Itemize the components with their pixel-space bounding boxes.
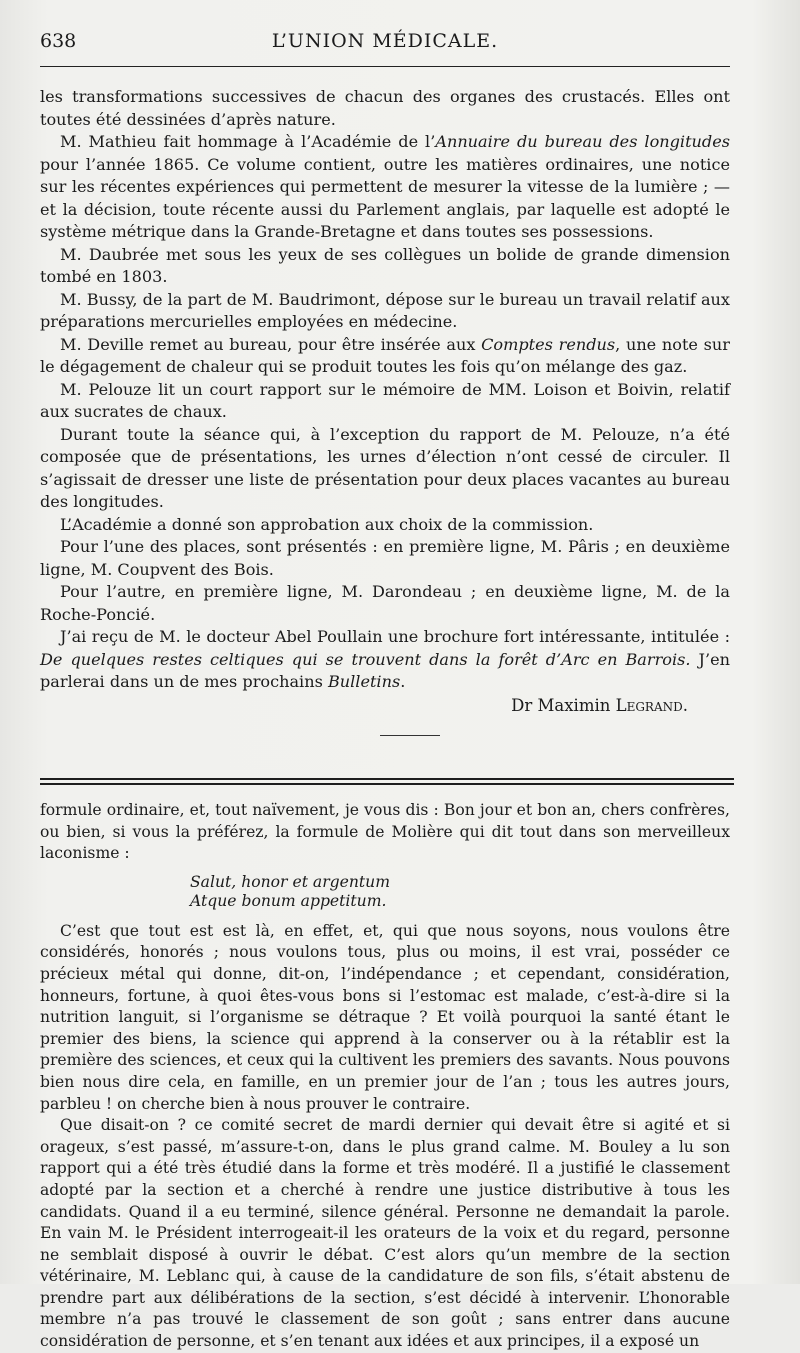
- moliere-quote: [190, 873, 730, 911]
- feuilleton: [40, 800, 730, 1353]
- paragraph-second-place: Pour l’autre, en première ligne, M. Darondeau ; en deuxième ligne, M. de la Roche-Poncié.: [40, 582, 730, 624]
- comptes-rendus-title: Comptes rendus: [481, 334, 616, 354]
- author-surname: Legrand: [615, 695, 683, 715]
- text-run: Dr Maximin: [511, 695, 616, 715]
- paragraph-deville: [40, 334, 730, 379]
- author-signature: [40, 694, 730, 718]
- paragraph-approbation: L’Académie a donné son approbation aux choix de la commission.: [60, 514, 594, 534]
- text-run: , une note sur le dégagement de chaleur qui se produit toutes les fois qu’on mélange des gaz.: [40, 334, 730, 376]
- text-run: J’ai reçu de M. le docteur Abel Poullain une brochure fort intéressante, intitulée :: [60, 627, 730, 646]
- running-title: L’UNION MÉDICALE.: [271, 30, 499, 52]
- quote-line: Salut, honor et argentum: [190, 872, 391, 891]
- paragraph-poullain: [40, 626, 730, 694]
- page-header: [40, 30, 730, 60]
- annuaire-title: Annuaire du bureau des longitudes: [435, 132, 730, 151]
- quote-line: Atque bonum appetitum.: [190, 891, 387, 910]
- academy-report: [40, 86, 730, 718]
- paragraph-daubree: M. Daubrée met sous les yeux de ses collègues un bolide de grande dimension tombé en 1803.: [40, 244, 730, 286]
- paragraph-bussy: M. Bussy, de la part de M. Baudrimont, dépose sur le bureau un travail relatif aux préparations mercurielles employées en médecine.: [40, 289, 730, 331]
- feuilleton-rule-bottom: [40, 783, 734, 785]
- text-run: M. Deville remet au bureau, pour être insérée aux: [60, 334, 482, 354]
- text-run: M. Mathieu fait hommage à l’Académie de l’: [60, 132, 436, 151]
- end-rule: [380, 735, 440, 736]
- paragraph-mathieu: [40, 131, 730, 244]
- paragraph-crustaceans: les transformations successives de chacun des organes des crustacés. Elles ont toutes été dessinées d’après nature.: [40, 87, 730, 129]
- text-run: .: [400, 672, 406, 691]
- paragraph-pelouze: M. Pelouze lit un court rapport sur le mémoire de MM. Loison et Boivin, relatif aux sucrates de chaux.: [40, 379, 730, 421]
- feuilleton-paragraph-comite: Que disait-on ? ce comité secret de mardi dernier qui devait être si agité et si orageux, s’est passé, m’assure-t-on, dans le plus grand calme. M. Bouley a lu son rapport qui a été très étudié dans la forme et très modéré. Il a justifié le classement adopté par la section et a cherché à rendre une justice distributive à tous les candidats. Quand il a eu terminé, silence général. Personne ne demandait la parole. En vain M. le Président interrogeait-il les orateurs de la voix et du regard, personne ne semblait disposé à ouvrir le débat. C’est alors qu’un membre de la section vétérinaire, M. Leblanc qui, à cause de la candidature de son fils, s’était abstenu de prendre part aux délibérations de la section, s’est décidé à intervenir. L’honorable membre n’a pas trouvé le classement de son goût ; sans entrer dans aucune considération de personne, et s’en tenant aux idées et aux principes, il a exposé un: [40, 1116, 730, 1351]
- brochure-title: De quelques restes celtiques qui se trouvent dans la forêt d’Arc en Barrois.: [40, 649, 691, 669]
- page-number: 638: [40, 30, 77, 52]
- text-run: .: [682, 695, 688, 715]
- bulletins-title: Bulletins: [327, 672, 401, 691]
- header-rule: [40, 66, 730, 67]
- paragraph-seance: Durant toute la séance qui, à l’exception du rapport de M. Pelouze, n’a été composée que de présentations, les urnes d’élection n’ont cessé de circuler. Il s’agissait de dresser une liste de présentation pour deux places vacantes au bureau des longitudes.: [40, 424, 730, 511]
- text-run: J’en parlerai dans un de mes prochains: [40, 649, 730, 691]
- feuilleton-rule-top: [40, 778, 734, 780]
- feuilleton-paragraph-health: C’est que tout est est là, en effet, et, qui que nous soyons, nous voulons être considérés, honorés ; nous voulons tous, plus ou moins, il est vrai, posséder ce précieux métal qui donne, dit-on, l’indépendance ; et cependant, considération, honneurs, fortune, à quoi êtes-vous bons si l’estomac est malade, c’est-à-dire si la nutrition languit, si l’organisme se détraque ? Et voilà pourquoi la santé étant le premier des biens, la science qui apprend à la conserver ou à la rétablir est la première des sciences, et ceux qui la cultivent les premiers des savants. Nous pouvons bien nous dire cela, en famille, en un premier jour de l’an ; tous les autres jours, parbleu ! on cherche bien à nous prouver le contraire.: [40, 921, 730, 1113]
- paragraph-first-place: Pour l’une des places, sont présentés : en première ligne, M. Pâris ; en deuxième ligne, M. Coupvent des Bois.: [40, 537, 730, 579]
- feuilleton-paragraph-greeting: formule ordinaire, et, tout naïvement, je vous dis : Bon jour et bon an, chers confrères, ou bien, si vous la préférez, la formule de Molière qui dit tout dans son merveilleux laconisme :: [40, 801, 730, 863]
- text-run: pour l’année 1865. Ce volume contient, outre les matières ordinaires, une notice sur les récentes expériences qui permettent de mesurer la vitesse de la lumière ; — et la décision, toute récente aussi du Parlement anglais, par laquelle est adopté le système métrique dans la Grande-Bretagne et dans toutes ses possessions.: [40, 154, 730, 241]
